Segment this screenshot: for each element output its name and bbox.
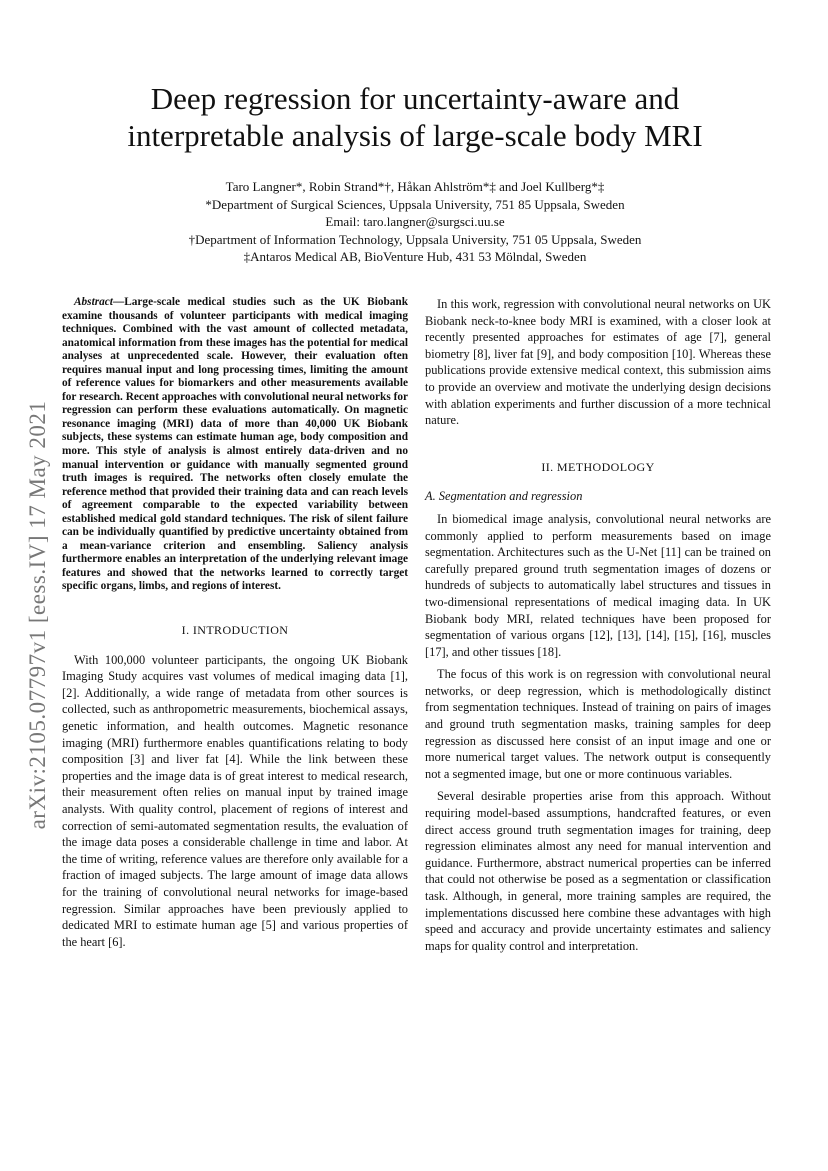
abstract	[62, 296, 408, 594]
affiliation-surgical-sciences: *Department of Surgical Sciences, Uppsala University, 751 85 Uppsala, Sweden	[205, 196, 625, 212]
arxiv-sidebar	[22, 355, 54, 875]
author-names: Taro Langner*, Robin Strand*†, Håkan Ahlström*‡ and Joel Kullberg*‡	[225, 179, 605, 194]
section-heading-introduction: I. INTRODUCTION	[181, 623, 289, 638]
author-email: Email: taro.langner@surgsci.uu.se	[325, 214, 505, 230]
methodology-paragraph-3: Several desirable properties arise from this approach. Without requiring model-based assumptions, handcrafted features, or even direct access ground truth segmentation images for training, deep regression eliminates almost any need for manual intervention and guidance. Furthermore, abstract numerical properties can be inferred that could not otherwise be posed as a segmentation or classification task. Although, in general, more training samples are required, the implementations discussed here combine these advantages with high speed and accuracy and provide uncertainty estimates and saliency maps for quality control and interpretation.	[425, 789, 771, 953]
paper-title	[70, 80, 760, 154]
arxiv-identifier: arXiv:2105.07797v1 [eess.IV] 17 May 2021	[25, 400, 50, 830]
introduction-paragraph-2: In this work, regression with convolutional neural networks on UK Biobank neck-to-knee body MRI is examined, with a closer look at recently presented approaches for estimates of age [7], general biometry [8], liver fat [9], and body composition [10]. Whereas these publications provide extensive medical context, this submission aims to provide an overview and motivate the underlying design decisions with ablation experiments and further discussion of a more technical nature.	[425, 297, 771, 428]
methodology-paragraph-2: The focus of this work is on regression with convolutional neural networks, or deep regression, which is methodologically distinct from segmentation techniques. Instead of training on pairs of images and ground truth segmentation masks, training samples for deep regression as discussed here consist of an input image and one or more numerical target values. The network output is consequently not a segmented image, but one or more continuous variables.	[425, 667, 771, 781]
abstract-text: —Large-scale medical studies such as the UK Biobank examine thousands of volunteer participants with medical imaging techniques. Combined with the vast amount of collected metadata, anatomical information from these images has the potential for medical analyses at unprecedented scale. However, their evaluation often requires manual input and long processing times, limiting the amount of reference values for biomarkers and other measurements available for research. Recent approaches with convolutional neural networks for regression can perform these evaluations automatically. On magnetic resonance imaging (MRI) data of more than 40,000 UK Biobank subjects, these systems can estimate human age, body composition and more. This style of analysis is almost entirely data-driven and no manual intervention or guidance with manually segmented ground truth images is required. The networks often closely emulate the reference method that provided their training data and can reach levels of agreement comparable to the expected variability between established medical gold standard techniques. The risk of silent failure can be individually quantified by predictive uncertainty obtained from a mean-variance criterion and ensembling. Saliency analysis furthermore enables an interpretation of the underlying relevant image features and showed that the networks learned to correctly target specific organs, limbs, and regions of interest.	[62, 296, 408, 593]
methodology-paragraph-1: In biomedical image analysis, convolutional neural networks are commonly applied to perform measurements based on image segmentation. Architectures such as the U-Net [11] can be trained on carefully prepared ground truth segmentation images of dozens or hundreds of subjects to automatically label structures and tissues in two-dimensional representations of medical imaging data. In UK Biobank body MRI, related techniques have been proposed for segmentation of various organs [12], [13], [14], [15], [16], muscles [17], and other tissues [18].	[425, 511, 771, 659]
abstract-label: Abstract	[74, 296, 113, 308]
right-column	[425, 296, 771, 954]
author-block	[70, 178, 760, 266]
affiliation-antaros: ‡Antaros Medical AB, BioVenture Hub, 431 53 Mölndal, Sweden	[243, 249, 587, 265]
title-line-1: Deep regression for uncertainty-aware and	[150, 81, 680, 116]
left-column	[62, 296, 408, 950]
affiliation-information-technology: †Department of Information Technology, Uppsala University, 751 05 Uppsala, Sweden	[188, 231, 642, 247]
title-line-2: interpretable analysis of large-scale body MRI	[127, 118, 703, 153]
section-heading-methodology: II. METHODOLOGY	[541, 459, 655, 474]
introduction-paragraph-1: With 100,000 volunteer participants, the ongoing UK Biobank Imaging Study acquires vast volumes of medical imaging data [1], [2]. Additionally, a wide range of metadata from other sources is collected, such as anthropometric measurements, biochemical assays, genetic information, and health outcomes. Magnetic resonance imaging (MRI) furthermore enables quantifications relating to body composition [3] and liver fat [4]. While the link between these properties and the image data is of great interest to medical research, their measurement often relies on manual input by trained image analysts. With quality control, placement of regions of interest and correction of semi-automated segmentation results, the evaluation of the image data poses a considerable challenge in time and labor. At the time of writing, reference values are therefore only available for a fraction of imaged subjects. The large amount of image data allows for the training of convolutional neural networks for image-based regression. Similar approaches have been previously applied to dedicated MRI to estimate human age [5] and various properties of the heart [6].	[62, 652, 408, 949]
subsection-heading-segmentation: A. Segmentation and regression	[425, 489, 583, 504]
